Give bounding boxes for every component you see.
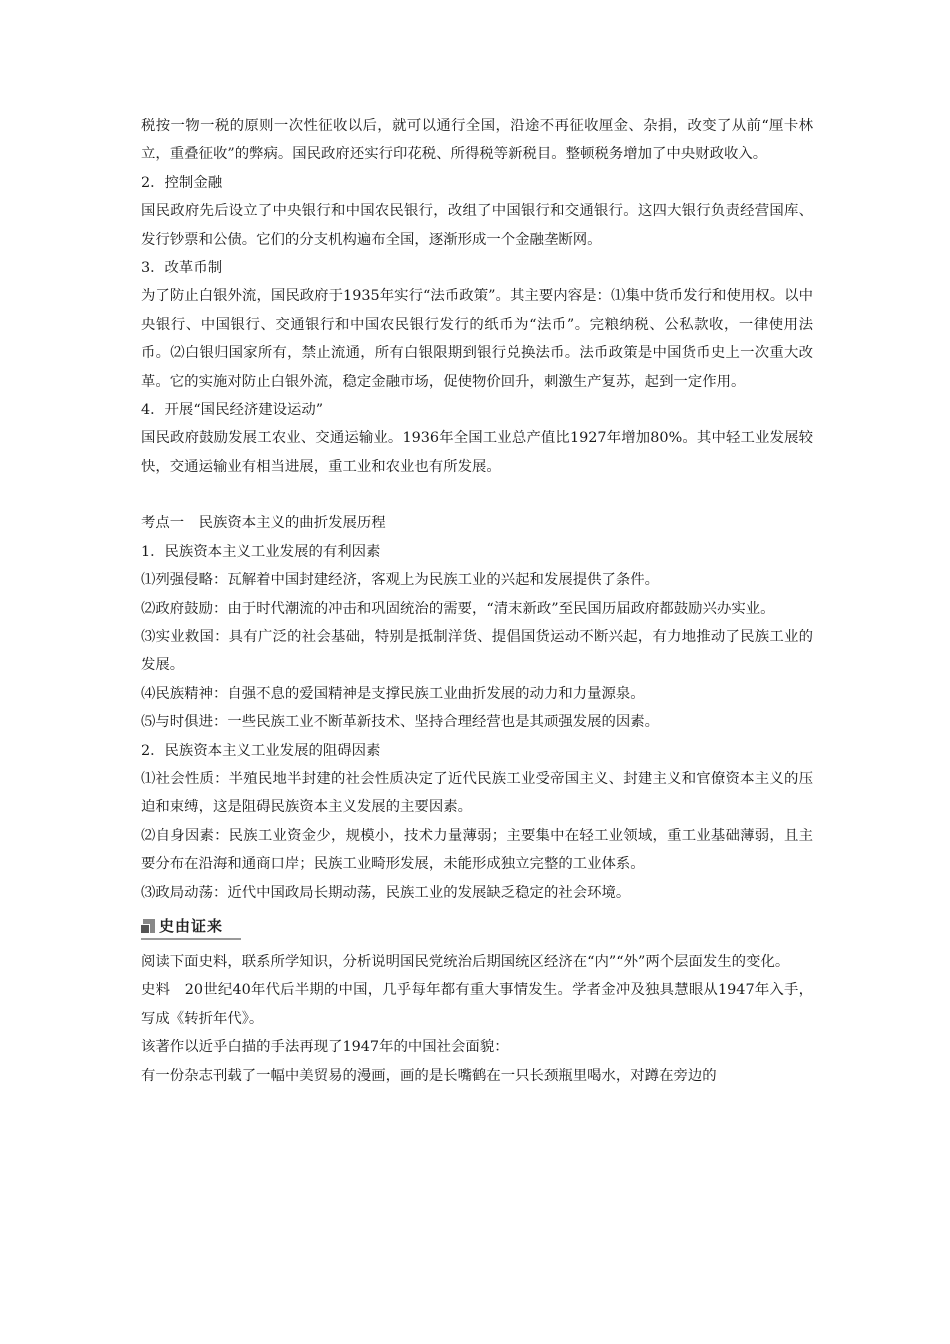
- kaodian-title: 考点一 民族资本主义的曲折发展历程: [141, 515, 386, 532]
- banner-label: 史由证来: [159, 916, 224, 935]
- evidence-banner: [141, 915, 241, 940]
- kaodian-line: ⑴列强侵略：瓦解着中国封建经济，客观上为民族工业的兴起和发展提供了条件。: [141, 572, 660, 589]
- document-page: [141, 112, 813, 1090]
- evidence-question: 阅读下面史料，联系所学知识，分析说明国民党统治后期国统区经济在“内”“外”两个层面发生的变化。: [141, 953, 790, 970]
- heading-control-finance: 2．控制金融: [141, 174, 223, 191]
- paragraph-tax: 税按一物一税的原则一次性征收以后，就可以通行全国，沿途不再征收厘金、杂捐，改变了从前“厘卡林立，重叠征收”的弊病。国民政府还实行印花税、所得税等新税目。整顿税务增加了中央财政收入。: [141, 118, 813, 163]
- paragraph-banks: 国民政府先后设立了中央银行和中国农民银行，改组了中国银行和交通银行。这四大银行负责经营国库、发行钞票和公债。它们的分支机构遍布全国，逐渐形成一个金融垄断网。: [141, 203, 813, 248]
- kaodian-line: ⑸与时俱进：一些民族工业不断革新技术、坚持合理经营也是其顽强发展的因素。: [141, 714, 660, 731]
- paragraph-industry: 国民政府鼓励发展工农业、交通运输业。1936年全国工业总产值比1927年增加80%。其中轻工业发展较快，交通运输业有相当进展，重工业和农业也有所发展。: [141, 430, 813, 475]
- heading-currency-reform: 3．改革币制: [141, 260, 223, 277]
- heading-economic-construction: 4．开展“国民经济建设运动”: [141, 402, 324, 419]
- kaodian-line: ⑷民族精神：自强不息的爱国精神是支撑民族工业曲折发展的动力和力量源泉。: [141, 685, 645, 702]
- evidence-source: 史料 20世纪40年代后半期的中国，几乎每年都有重大事情发生。学者金冲及独具慧眼从1947年入手，写成《转折年代》。: [141, 982, 813, 1027]
- kaodian-line: ⑵自身因素：民族工业资金少，规模小，技术力量薄弱；主要集中在轻工业领域，重工业基础薄弱，且主要分布在沿海和通商口岸；民族工业畸形发展，未能形成独立完整的工业体系。: [141, 827, 813, 873]
- kaodian-line: ⑴社会性质：半殖民地半封建的社会性质决定了近代民族工业受帝国主义、封建主义和官僚资本主义的压迫和束缚，这是阻碍民族资本主义发展的主要因素。: [141, 770, 813, 816]
- kaodian-line: 1．民族资本主义工业发展的有利因素: [141, 543, 381, 560]
- square-block-icon: [141, 919, 155, 933]
- section-gap: [141, 481, 813, 509]
- evidence-text: 该著作以近乎白描的手法再现了1947年的中国社会面貌：: [141, 1039, 509, 1056]
- paragraph-fabi: 为了防止白银外流，国民政府于1935年实行“法币政策”。其主要内容是：⑴集中货币发行和使用权。以中央银行、中国银行、交通银行和中国农民银行发行的纸币为“法币”。完粮纳税、公私款收，一律使用法币。⑵白银归国家所有，禁止流通，所有白银限期到银行兑换法币。法币政策是中国货币史上一次重大改革。它的实施对防止白银外流，稳定金融市场，促使物价回升，刺激生产复苏，起到一定作用。: [141, 288, 813, 390]
- kaodian-line: 2．民族资本主义工业发展的阻碍因素: [141, 742, 381, 759]
- kaodian-line: ⑵政府鼓励：由于时代潮流的冲击和巩固统治的需要，“清末新政”至民国历届政府都鼓励兴办实业。: [141, 600, 775, 617]
- evidence-text: 有一份杂志刊载了一幅中美贸易的漫画，画的是长嘴鹤在一只长颈瓶里喝水，对蹲在旁边的: [141, 1067, 717, 1084]
- kaodian-line: ⑶政局动荡：近代中国政局长期动荡，民族工业的发展缺乏稳定的社会环境。: [141, 884, 631, 901]
- kaodian-line: ⑶实业救国：具有广泛的社会基础，特别是抵制洋货、提倡国货运动不断兴起，有力地推动了民族工业的发展。: [141, 628, 813, 674]
